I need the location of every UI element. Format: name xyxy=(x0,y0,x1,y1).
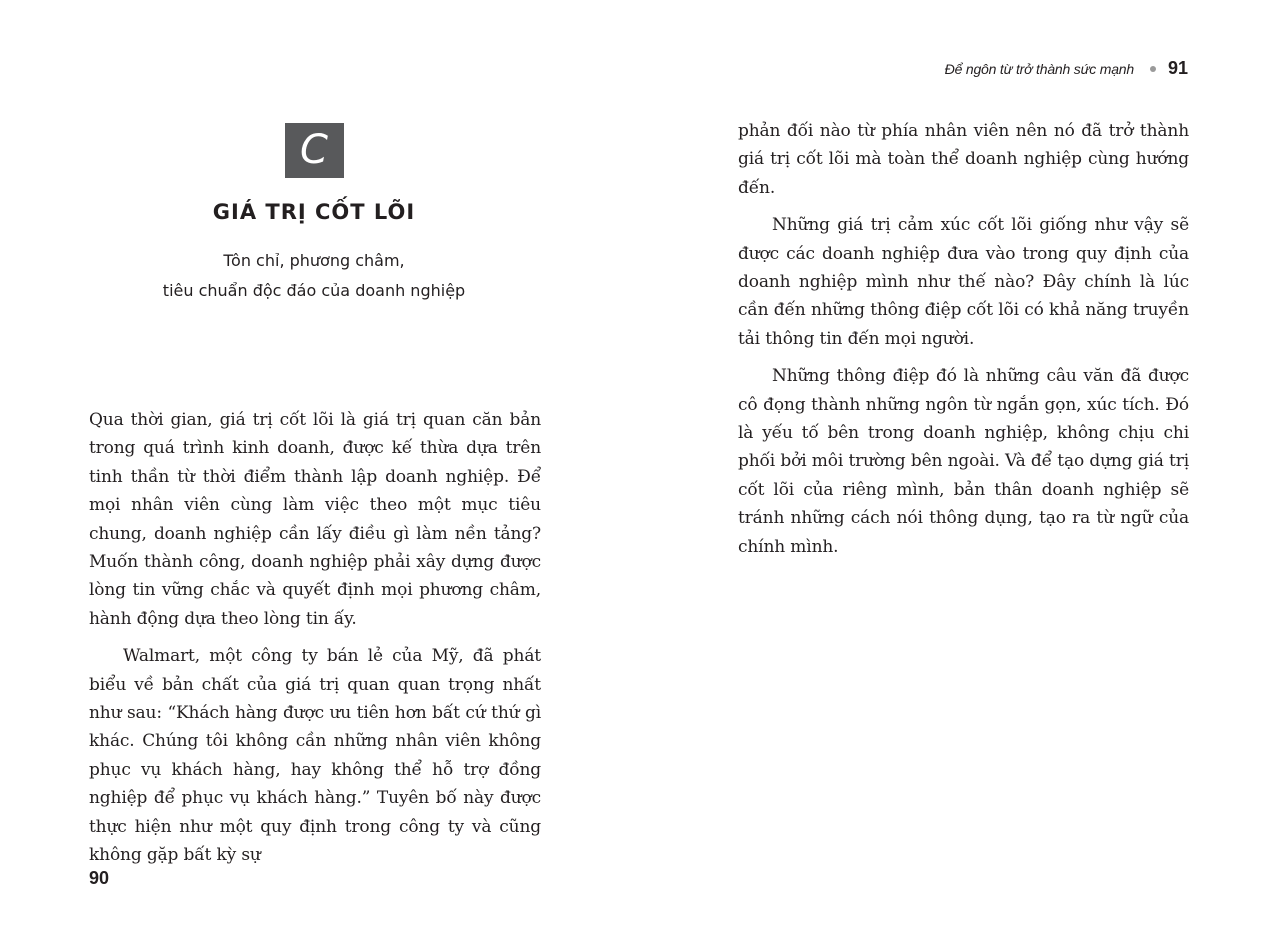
bullet-dot-icon xyxy=(1150,66,1156,72)
page-number: 91 xyxy=(1167,58,1188,78)
chapter-subtitle-line-1: Tôn chỉ, phương châm, xyxy=(223,251,405,270)
chapter-heading xyxy=(0,123,628,306)
right-body-text xyxy=(738,117,1189,570)
paragraph: Những thông điệp đó là những câu văn đã được cô đọng thành những ngôn từ ngắn gọn, xúc tích. Đó là yếu tố bên trong doanh nghiệp, không chịu chi phối bởi môi trường bên ngoài. Và để tạo dựng giá trị cốt lõi của riêng mình, bản thân doanh nghiệp sẽ tránh những cách nói thông dụng, tạo ra từ ngữ của chính mình. xyxy=(738,366,1189,557)
paragraph: Qua thời gian, giá trị cốt lõi là giá trị quan căn bản trong quá trình kinh doanh, được kế thừa dựa trên tinh thần từ thời điểm thành lập doanh nghiệp. Để mọi nhân viên cùng làm việc theo một mục tiêu chung, doanh nghiệp cần lấy điều gì làm nền tảng? Muốn thành công, doanh nghiệp phải xây dựng được lòng tin vững chắc và quyết định mọi phương châm, hành động dựa theo lòng tin ấy. xyxy=(89,410,541,629)
chapter-subtitle-line-2: tiêu chuẩn độc đáo của doanh nghiệp xyxy=(162,281,466,300)
running-header-title: Để ngôn từ trở thành sức mạnh xyxy=(944,60,1134,77)
paragraph: Những giá trị cảm xúc cốt lõi giống như vậy sẽ được các doanh nghiệp đưa vào trong quy định của doanh nghiệp mình như thế nào? Đây chính là lúc cần đến những thông điệp cốt lõi có khả năng truyền tải thông tin đến mọi người. xyxy=(738,215,1189,349)
paragraph: phản đối nào từ phía nhân viên nên nó đã trở thành giá trị cốt lõi mà toàn thể doanh nghiệp cùng hướng đến. xyxy=(738,121,1189,198)
chapter-letter-box: C xyxy=(285,123,344,178)
right-page xyxy=(640,0,1280,934)
page-number: 90 xyxy=(89,868,110,888)
left-body-text xyxy=(89,406,541,879)
chapter-subtitle xyxy=(0,246,628,306)
running-header xyxy=(945,58,1188,79)
chapter-title: GIÁ TRỊ CỐT LÕI xyxy=(212,200,416,224)
paragraph: Walmart, một công ty bán lẻ của Mỹ, đã phát biểu về bản chất của giá trị quan quan trọng nhất như sau: “Khách hàng được ưu tiên hơn bất cứ thứ gì khác. Chúng tôi không cần những nhân viên không phục vụ khách hàng, hay không thể hỗ trợ đồng nghiệp để phục vụ khách hàng.” Tuyên bố này được thực hiện như một quy định trong công ty và cũng không gặp bất kỳ sự xyxy=(89,646,541,866)
